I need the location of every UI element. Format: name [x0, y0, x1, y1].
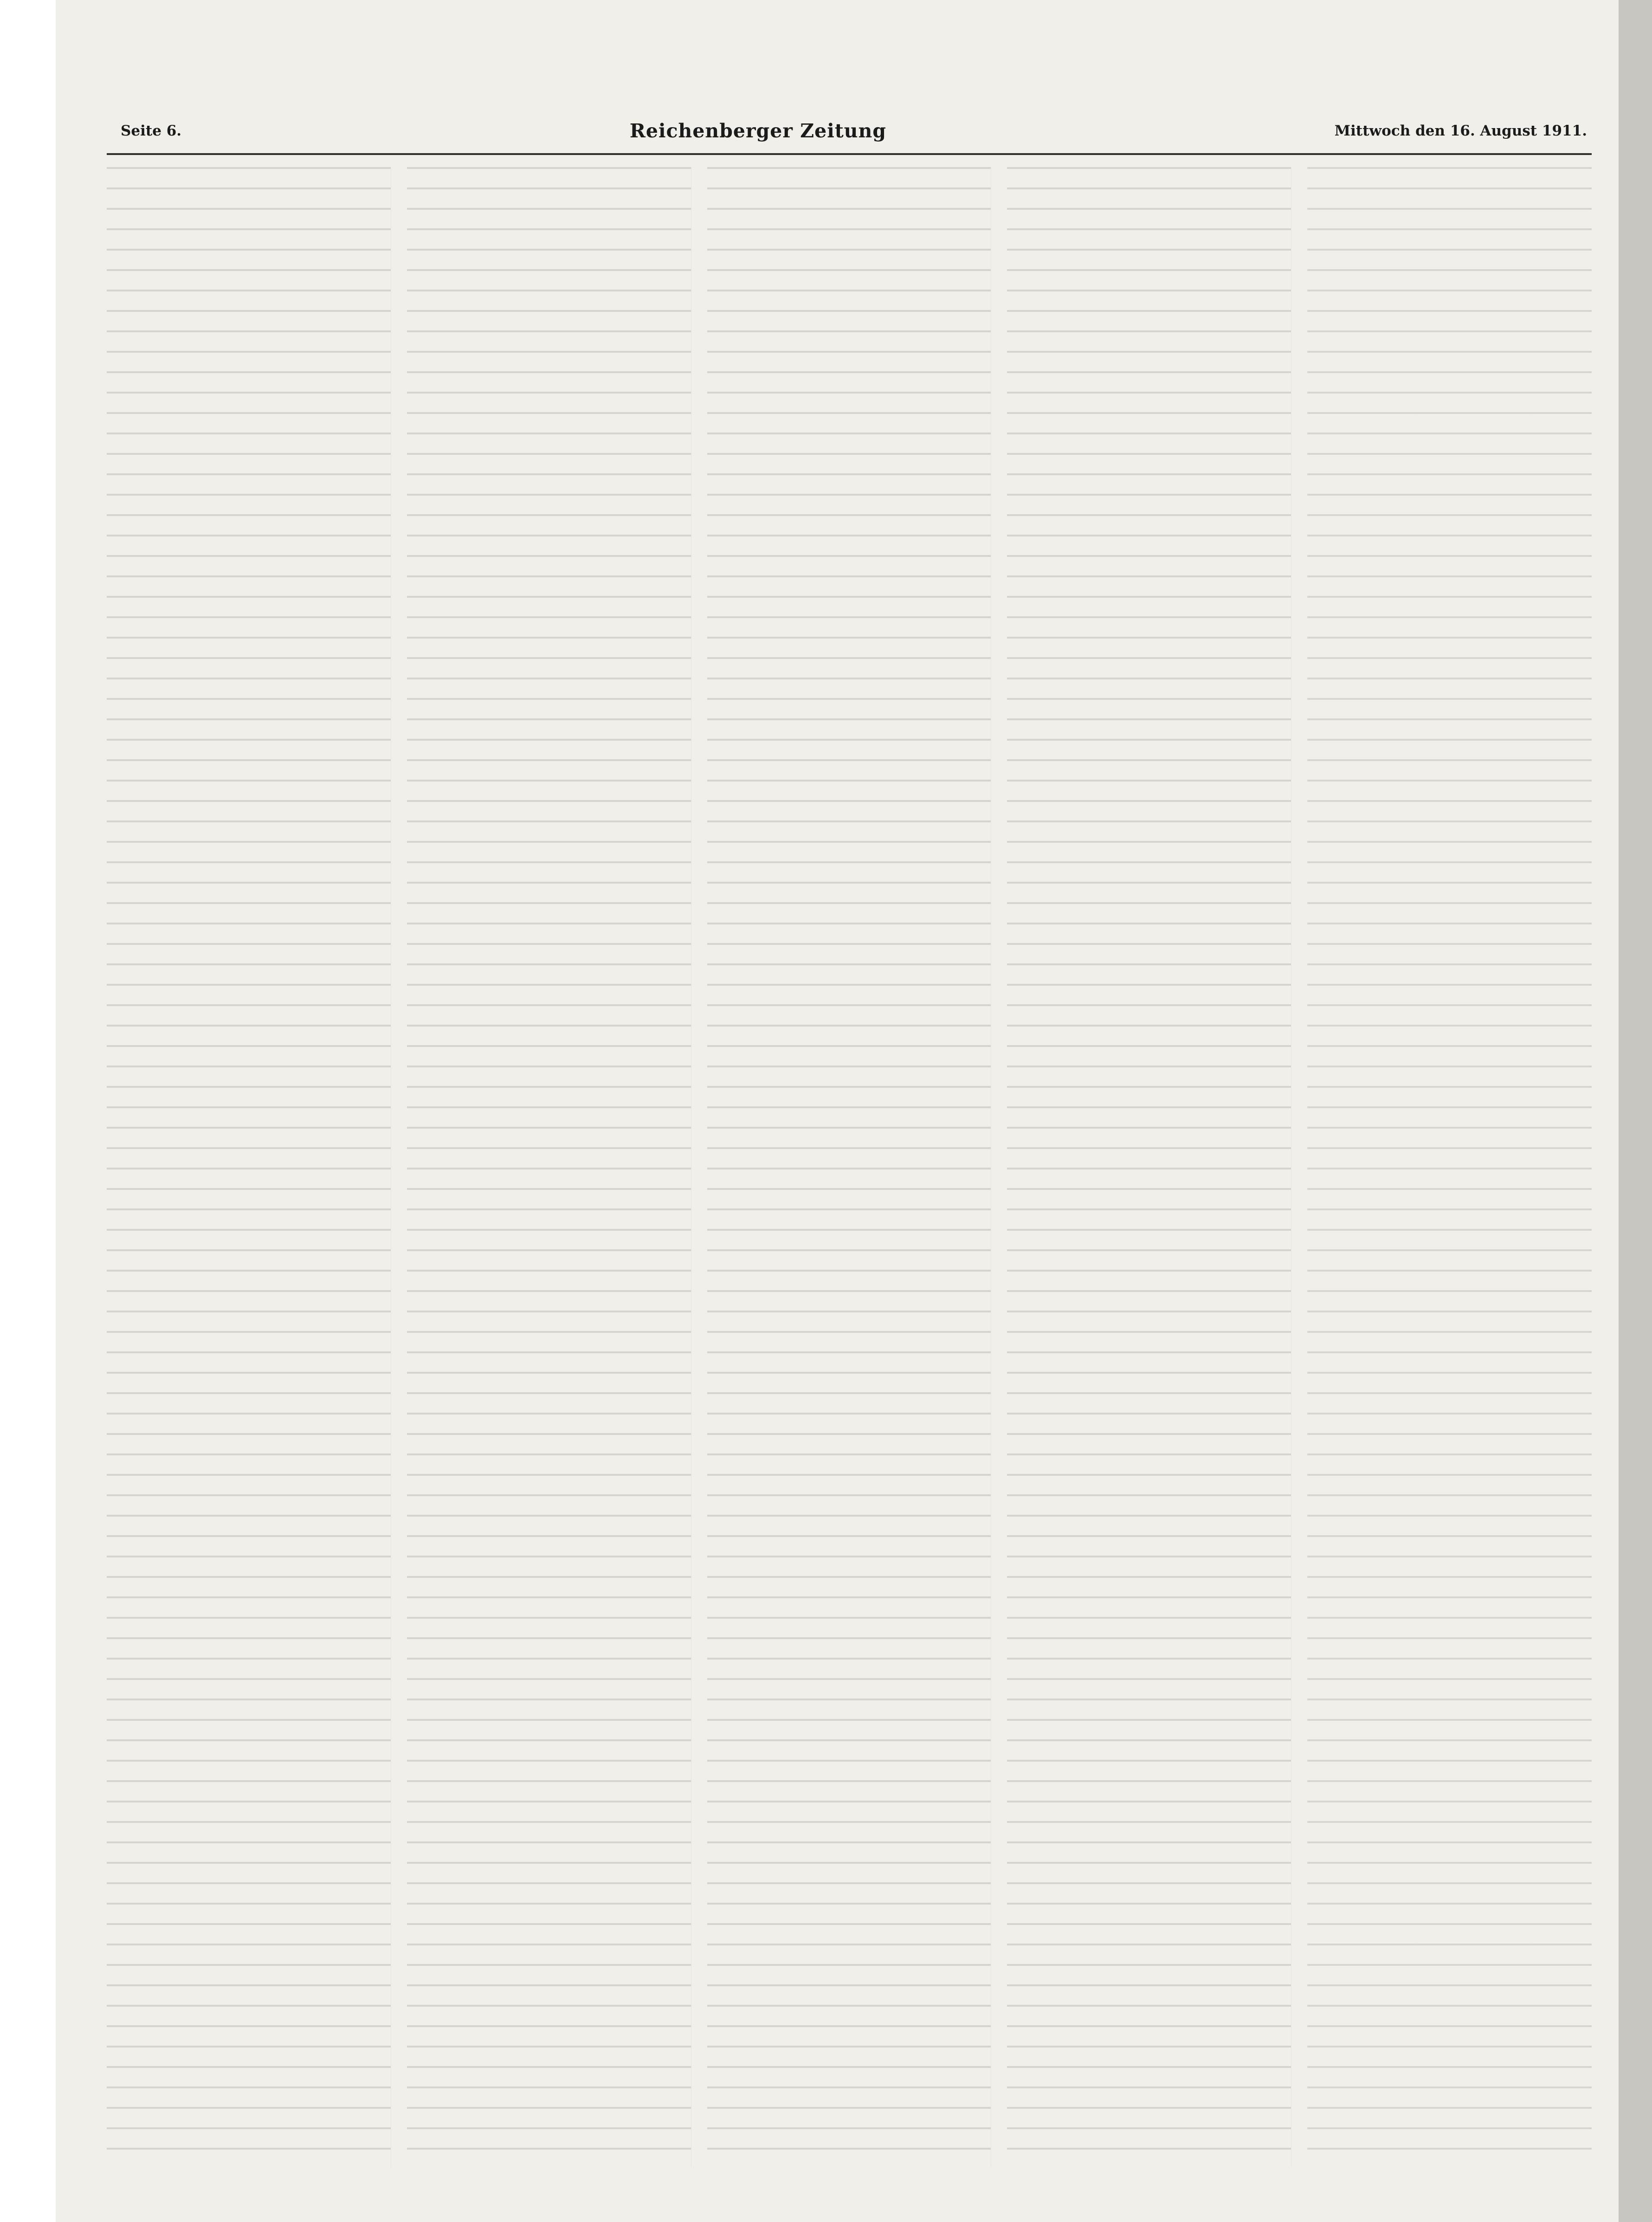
- page-number: Seite 6.: [121, 123, 182, 139]
- column-1: [107, 167, 391, 2167]
- header-rule: [107, 153, 1592, 155]
- column-4: [1007, 167, 1291, 2167]
- newspaper-page: [107, 111, 1592, 2186]
- column-5: [1307, 167, 1592, 2167]
- newspaper-title: Reichenberger Zeitung: [629, 120, 887, 142]
- scan-margin-left: [0, 0, 56, 2222]
- issue-date: Mittwoch den 16. August 1911.: [1334, 123, 1587, 139]
- column-2: [407, 167, 691, 2167]
- article-columns: [107, 167, 1592, 2167]
- scan-margin-right: [1619, 0, 1652, 2222]
- page-header: [121, 116, 1587, 146]
- column-3: [707, 167, 992, 2167]
